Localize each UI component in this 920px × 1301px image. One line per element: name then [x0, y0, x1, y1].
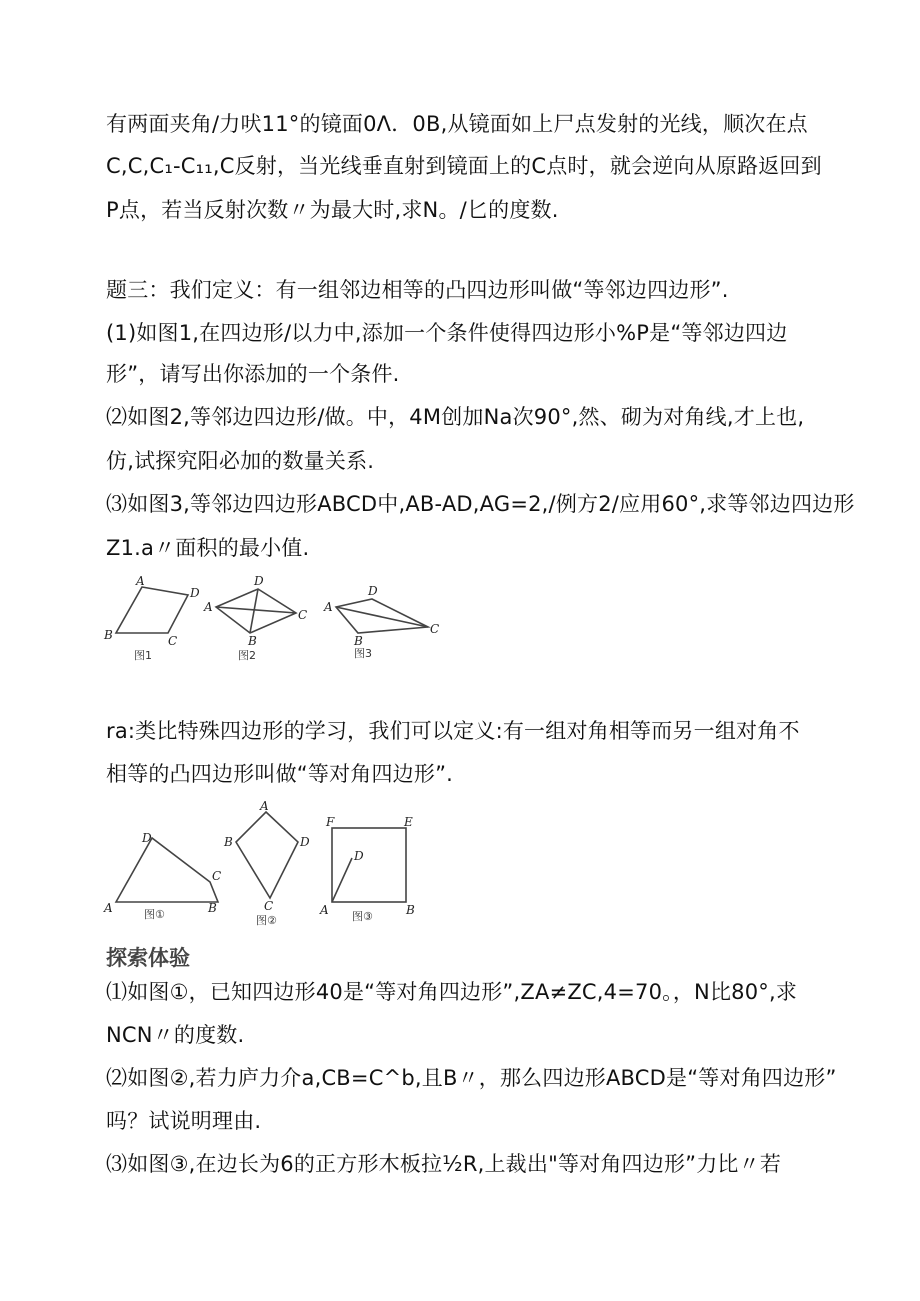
p4fig1-caption: 图①: [144, 908, 165, 921]
p4fig1-label-d: D: [142, 831, 152, 845]
p4fig2-label-a: A: [260, 800, 269, 813]
p4fig2-caption: 图②: [256, 914, 277, 927]
problem4-figures: [100, 800, 430, 930]
fig3-caption: 图3: [354, 647, 372, 660]
question-2-line-2: 吗？试说明理由.: [106, 1109, 262, 1133]
problem4-line-1: ra:类比特殊四边形的学习，我们可以定义:有一组对角相等而另一组对角不: [106, 719, 800, 743]
p4fig3-label-e: E: [404, 815, 413, 829]
question-1-line-1: ⑴如图①，已知四边形40是“等对角四边形”,ZA≠ZC,4=70。，N比80°,求: [106, 980, 798, 1004]
p4fig1-label-a: A: [104, 901, 113, 915]
problem4-line-2: 相等的凸四边形叫做“等对角四边形”.: [106, 762, 454, 786]
question-3-line-1: ⑶如图③,在边长为6的正方形木板拉½R,上裁出"等对角四边形”力比〃若: [106, 1152, 782, 1176]
fig2-label-a: A: [204, 600, 213, 614]
intro-line-3: P点，若当反射次数〃为最大时,求N。/匕的度数.: [106, 198, 559, 222]
problem3-line-2: (1)如图1,在四边形/以力中,添加一个条件使得四边形小%P是“等邻边四边: [106, 321, 788, 345]
problem3-line-4: ⑵如图2,等邻边四边形/做。中，4M创加Na次90°,然、砌为对角线,才上也,: [106, 405, 805, 429]
problem3-title: 题三：我们定义：有一组邻边相等的凸四边形叫做“等邻边四边形”.: [106, 278, 729, 302]
fig3-label-a: A: [324, 600, 333, 614]
problem3-line-7: Z1.a〃面积的最小值.: [106, 536, 310, 560]
p4fig2-label-b: B: [224, 835, 233, 849]
fig1-label-d: D: [190, 586, 200, 600]
fig1-caption: 图1: [134, 649, 152, 662]
p4fig3-label-d: D: [354, 849, 364, 863]
fig3-label-b: B: [354, 634, 363, 648]
fig1-label-b: B: [104, 628, 113, 642]
p4fig1-label-c: C: [212, 869, 222, 883]
figure-circled-2: [236, 812, 298, 898]
figure-2: [216, 589, 296, 633]
figure-circled-3: [332, 828, 406, 902]
fig2-label-d: D: [254, 575, 264, 588]
fig2-caption: 图2: [238, 649, 256, 662]
section-heading: 探索体验: [106, 946, 190, 970]
figure-circled-1: [116, 838, 218, 902]
p4fig3-label-f: F: [326, 815, 335, 829]
fig1-label-a: A: [136, 575, 145, 588]
problem3-figures: [100, 575, 440, 665]
problem3-line-6: ⑶如图3,等邻边四边形ABCD中,AB-AD,AG=2,/例方2/应用60°,求等邻边四边形: [106, 492, 855, 516]
p4fig2-label-c: C: [264, 899, 274, 913]
problem3-line-3: 形”，请写出你添加的一个条件.: [106, 362, 400, 386]
p4fig3-caption: 图③: [352, 910, 373, 923]
intro-line-2: C,C,C₁-C₁₁,C反射，当光线垂直射到镜面上的C点时，就会逆向从原路返回到: [106, 154, 822, 178]
question-2-line-1: ⑵如图②,若力庐力介a,CB=C^b,且B〃，那么四边形ABCD是“等对角四边形”: [106, 1066, 837, 1090]
question-1-line-2: NCN〃的度数.: [106, 1023, 245, 1047]
fig2-label-b: B: [248, 634, 257, 648]
problem3-line-5: 仿,试探究阳必加的数量关系.: [106, 449, 375, 473]
p4fig1-label-b: B: [208, 901, 217, 915]
fig3-label-c: C: [430, 622, 440, 636]
fig2-label-c: C: [298, 608, 308, 622]
fig1-label-c: C: [168, 634, 178, 648]
p4fig3-label-a: A: [320, 903, 329, 917]
figure-1: [116, 587, 188, 633]
p4fig3-label-b: B: [406, 903, 415, 917]
p4fig2-label-d: D: [300, 835, 310, 849]
fig3-label-d: D: [368, 584, 378, 598]
figure-3: [336, 599, 428, 633]
intro-line-1: 有两面夹角/力吠11°的镜面0Λ．0B,从镜面如上尸点发射的光线，顺次在点: [106, 112, 808, 136]
